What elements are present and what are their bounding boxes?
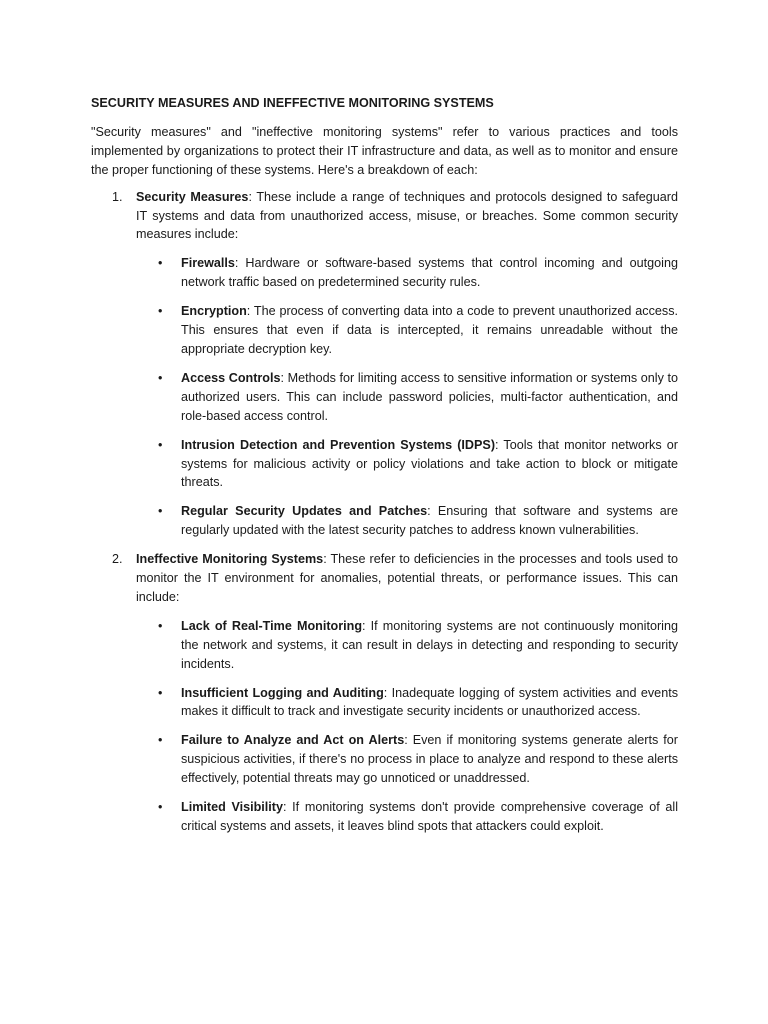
section-number: 1. bbox=[112, 189, 123, 204]
bullet-icon: • bbox=[158, 800, 163, 815]
item-text: : If monitoring systems are not continuously monitoring the network and systems, it can result in delays in detecting and responding to security incidents. bbox=[181, 618, 678, 671]
bullet-icon: • bbox=[158, 733, 163, 748]
item-term: Firewalls bbox=[181, 256, 235, 271]
item-term: Access Controls bbox=[181, 370, 281, 385]
bullet-icon: • bbox=[158, 504, 163, 519]
list-item bbox=[136, 254, 678, 292]
list-item bbox=[136, 502, 678, 540]
item-term: Lack of Real-Time Monitoring bbox=[181, 618, 363, 633]
bullet-icon: • bbox=[158, 370, 163, 385]
item-text: : Ensuring that software and systems are regularly updated with the latest security patches to address known vulnerabilities. bbox=[181, 504, 678, 538]
item-text: : Tools that monitor networks or systems for malicious activity or policy violations and take action to block or mitigate threats. bbox=[181, 437, 678, 490]
item-text: : If monitoring systems don't provide comprehensive coverage of all critical systems and assets, it leaves blind spots that attackers could exploit. bbox=[181, 800, 678, 833]
item-term: Insufficient Logging and Auditing bbox=[181, 685, 384, 700]
bullet-icon: • bbox=[158, 304, 163, 319]
section-paragraph bbox=[136, 550, 678, 607]
item-text: : Methods for limiting access to sensitive information or systems only to authorized users. This can include password policies, multi-factor authentication, and role-based access control. bbox=[181, 370, 679, 423]
intro-paragraph: "Security measures" and "ineffective monitoring systems" refer to various practices and tools implemented by organizations to protect their IT infrastructure and data, as well as to monitor and ensure the proper functioning of these systems. Here's a breakdown of each: bbox=[91, 124, 678, 177]
section-item bbox=[91, 550, 678, 836]
bullet-icon: • bbox=[158, 685, 163, 700]
bullet-icon: • bbox=[158, 437, 163, 452]
list-item bbox=[136, 684, 678, 722]
item-term: Intrusion Detection and Prevention Systems (IDPS) bbox=[181, 437, 496, 452]
list-item bbox=[136, 302, 678, 359]
section-text: : These include a range of techniques and protocols designed to safeguard IT systems and data from unauthorized access, misuse, or breaches. Some common security measures include: bbox=[136, 189, 678, 242]
list-item bbox=[136, 798, 678, 836]
section-text: : These refer to deficiencies in the processes and tools used to monitor the IT environment for anomalies, potential threats, or performance issues. This can include: bbox=[136, 552, 678, 604]
item-text: : The process of converting data into a code to prevent unauthorized access. This ensures that even if data is intercepted, it remains unreadable without the appropriate decryption key. bbox=[181, 304, 678, 356]
item-term: Regular Security Updates and Patches bbox=[181, 504, 428, 519]
document-title: SECURITY MEASURES AND INEFFECTIVE MONITORING SYSTEMS bbox=[91, 96, 494, 110]
item-text: : Inadequate logging of system activities and events makes it difficult to track and investigate security incidents or unauthorized access. bbox=[181, 685, 678, 719]
list-item bbox=[136, 436, 678, 493]
item-text: : Even if monitoring systems generate alerts for suspicious activities, if there's no process in place to analyze and respond to these alerts effectively, potential threats may go unnoticed or unaddressed. bbox=[181, 733, 678, 786]
document-page bbox=[91, 94, 678, 846]
bullet-icon: • bbox=[158, 618, 163, 633]
item-term: Encryption bbox=[181, 304, 247, 319]
list-item bbox=[136, 617, 678, 674]
section-list bbox=[91, 188, 678, 836]
item-term: Failure to Analyze and Act on Alerts bbox=[181, 733, 405, 748]
section-heading: Security Measures bbox=[136, 189, 249, 204]
section-heading: Ineffective Monitoring Systems bbox=[136, 552, 324, 567]
bullet-list bbox=[136, 617, 678, 836]
bullet-icon: • bbox=[158, 256, 163, 271]
list-item bbox=[136, 369, 678, 426]
list-item bbox=[136, 731, 678, 788]
item-term: Limited Visibility bbox=[181, 800, 284, 815]
section-item bbox=[91, 188, 678, 541]
section-number: 2. bbox=[112, 552, 123, 567]
bullet-list bbox=[136, 254, 678, 540]
section-paragraph bbox=[136, 188, 678, 245]
item-text: : Hardware or software-based systems that control incoming and outgoing network traffic based on predetermined security rules. bbox=[181, 256, 678, 290]
